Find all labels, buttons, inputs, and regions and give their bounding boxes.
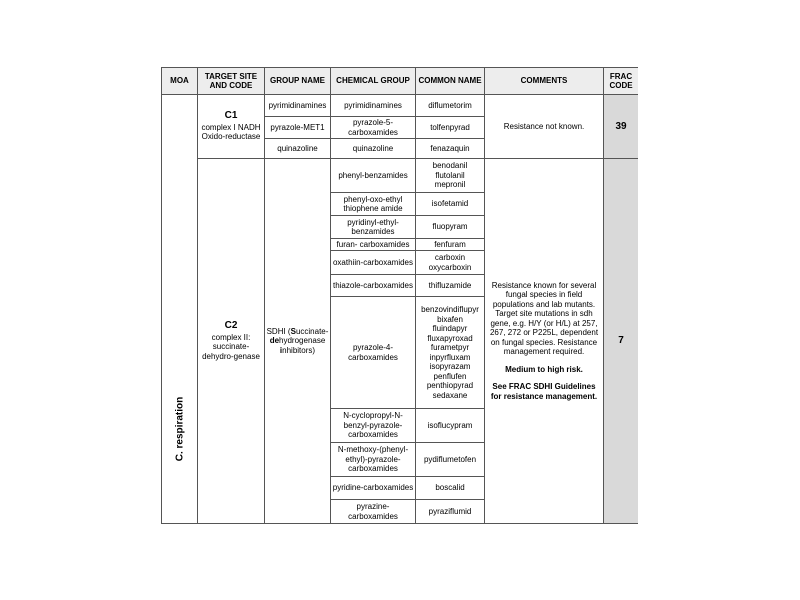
chemical-group-cell: furan- carboxamides bbox=[331, 239, 416, 251]
moa-label: C. respiration bbox=[173, 396, 185, 462]
common-name-cell: diflumetorim bbox=[416, 95, 485, 117]
common-name-cell: isoflucypram bbox=[416, 409, 485, 443]
chemical-group-cell: thiazole-carboxamides bbox=[331, 275, 416, 297]
header-target-site: TARGET SITE AND CODE bbox=[198, 68, 265, 95]
common-name-cell: boscalid bbox=[416, 477, 485, 500]
header-chemical-group: CHEMICAL GROUP bbox=[331, 68, 416, 95]
chemical-group-cell: phenyl-benzamides bbox=[331, 159, 416, 193]
common-name-cell: benodanil flutolanil mepronil bbox=[416, 159, 485, 193]
chemical-group-cell: N-methoxy-(phenyl-ethyl)-pyrazole-carboxamides bbox=[331, 443, 416, 477]
comments-c1: Resistance not known. bbox=[485, 95, 604, 159]
chemical-group-cell: pyrimidinamines bbox=[331, 95, 416, 117]
table-row bbox=[162, 95, 639, 117]
chemical-group-cell: N-cyclopropyl-N-benzyl-pyrazole-carboxamides bbox=[331, 409, 416, 443]
common-name-cell: isofetamid bbox=[416, 193, 485, 216]
common-name-cell: pyraziflumid bbox=[416, 500, 485, 524]
frac-table bbox=[161, 67, 638, 524]
header-common-name: COMMON NAME bbox=[416, 68, 485, 95]
frac-document bbox=[161, 67, 638, 537]
common-name-cell: benzovindiflupyr bixafen fluindapyr fluxapyroxad furametpyr inpyrfluxam isopyrazam penflufen penthiopyrad sedaxane bbox=[416, 297, 485, 409]
frac-code-c1: 39 bbox=[604, 95, 639, 159]
target-description: complex II: succinate-dehydro-genase bbox=[202, 332, 260, 361]
common-name-cell: thifluzamide bbox=[416, 275, 485, 297]
common-name-cell: fenazaquin bbox=[416, 139, 485, 159]
target-site-c1 bbox=[198, 95, 265, 159]
moa-cell bbox=[162, 95, 198, 524]
comment-guidelines: See FRAC SDHI Guidelines for resistance management. bbox=[490, 382, 598, 401]
common-name-cell: carboxin oxycarboxin bbox=[416, 251, 485, 275]
target-code: C1 bbox=[224, 110, 238, 122]
group-name-cell: pyrimidinamines bbox=[265, 95, 331, 117]
chemical-group-cell: quinazoline bbox=[331, 139, 416, 159]
chemical-group-cell: pyridinyl-ethyl-benzamides bbox=[331, 216, 416, 239]
common-name-cell: fenfuram bbox=[416, 239, 485, 251]
target-description: complex I NADH Oxido-reductase bbox=[201, 122, 261, 142]
comment-main: Resistance known for several fungal species in field populations and lab mutants. Target site mutations in sdh gene, e.g. H/Y (or H/L) at 257, 267, 272 or P225L, dependent on fungal species. Resistance management required. bbox=[489, 280, 599, 357]
chemical-group-cell: oxathiin-carboxamides bbox=[331, 251, 416, 275]
target-site-c2 bbox=[198, 159, 265, 524]
frac-code-c2: 7 bbox=[604, 159, 639, 524]
header-row bbox=[162, 68, 639, 95]
group-name-cell: pyrazole-MET1 bbox=[265, 117, 331, 139]
comment-risk: Medium to high risk. bbox=[505, 364, 583, 374]
header-group-name: GROUP NAME bbox=[265, 68, 331, 95]
chemical-group-cell: phenyl-oxo-ethyl thiophene amide bbox=[331, 193, 416, 216]
header-frac-code: FRAC CODE bbox=[604, 68, 639, 95]
common-name-cell: tolfenpyrad bbox=[416, 117, 485, 139]
chemical-group-cell: pyridine-carboxamides bbox=[331, 477, 416, 500]
header-moa: MOA bbox=[162, 68, 198, 95]
group-name-sdhi: SDHI (Succinate-dehydrogenase inhibitors) bbox=[265, 159, 331, 524]
header-comments: COMMENTS bbox=[485, 68, 604, 95]
common-name-cell: fluopyram bbox=[416, 216, 485, 239]
table-row bbox=[162, 159, 639, 193]
comments-c2 bbox=[485, 159, 604, 524]
chemical-group-cell: pyrazole-4-carboxamides bbox=[331, 297, 416, 409]
target-code: C2 bbox=[224, 320, 238, 331]
common-name-cell: pydiflumetofen bbox=[416, 443, 485, 477]
chemical-group-cell: pyrazine-carboxamides bbox=[331, 500, 416, 524]
group-name-cell: quinazoline bbox=[265, 139, 331, 159]
chemical-group-cell: pyrazole-5-carboxamides bbox=[331, 117, 416, 139]
